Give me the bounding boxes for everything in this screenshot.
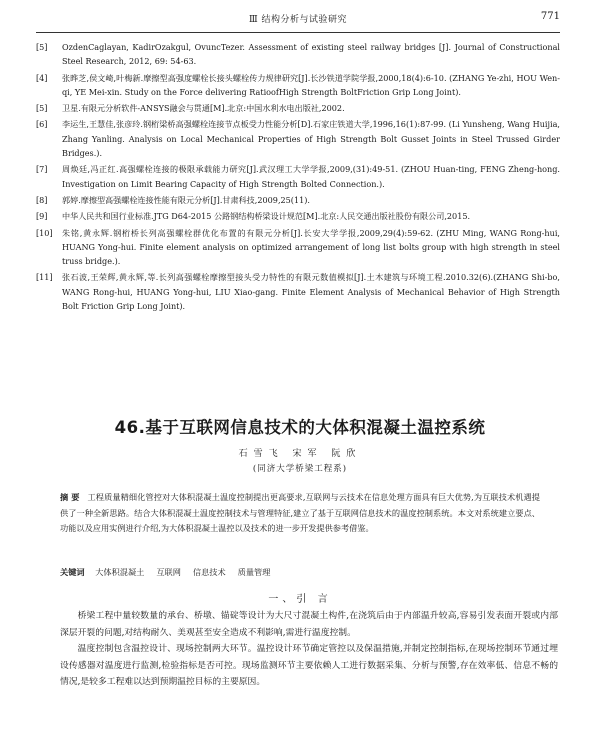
abstract-text: 工程质量精细化管控对大体积混凝土温度控制提出更高要求,互联网与云技术在信息处理方面具有巨大优势,为互联技术机遇提供了一种全新思路。结合大体积混凝土温度控制技术与管理特征,建立了基于互联网信息技术的温度控制系统。本文对系统建立要点、功能以及应用实例进行介绍,为大体积混凝土温控以及技术的进一步开发提供参考借鉴。 xyxy=(60,492,540,533)
reference-text: 李运生,王慧佳,张彦玲.钢桁梁桥高强螺栓连接节点板受力性能分析[D].石家庄铁道大学,1996,16(1):87-99. (Li Yunsheng, Wang Huijia, Zhang Yanling. Analysis on Local Mechanical Properties of High Strength Bolt Gusset Joints in Steel Trussed Girder Bridges.). xyxy=(62,119,560,159)
abstract xyxy=(60,490,540,537)
reference-item xyxy=(36,270,560,313)
keywords-label: 关键词 xyxy=(60,567,85,577)
article-affiliation: (同济大学桥梁工程系) xyxy=(252,464,348,474)
article-title: 46.基于互联网信息技术的大体积混凝土温控系统 xyxy=(114,418,486,437)
body-paragraph: 桥梁工程中量较数量的承台、桥墩、锚碇等设计为大尺寸混凝土构件,在浇筑后由于内部温升较高,容易引发表面开裂或内部深层开裂的问题,对结构耐久、美观甚至安全造成不利影响,需进行温度控制。 xyxy=(60,611,558,638)
reference-number: [5] xyxy=(36,42,48,52)
reference-item xyxy=(36,226,560,269)
reference-item xyxy=(36,40,560,69)
page-number: 771 xyxy=(540,11,560,22)
reference-text: 周焕廷,冯正红.高强螺栓连接的极限承载能力研究[J].武汉理工大学学报,2009,(31):49-51. (ZHOU Huan-ting, FENG Zheng-hong. Investigation on Limit Bearing Capacity of High Strength Bolted Connection.). xyxy=(62,164,560,189)
reference-item xyxy=(36,162,560,191)
reference-number: [9] xyxy=(36,211,48,222)
keyword: 大体积混凝土 xyxy=(95,567,145,577)
body-text xyxy=(60,608,558,691)
reference-number: [6] xyxy=(36,119,48,130)
reference-item xyxy=(36,101,560,115)
article-authors: 石雪飞 宋军 阮欣 xyxy=(238,449,362,459)
keyword: 质量管理 xyxy=(237,567,271,577)
reference-item xyxy=(36,209,560,223)
reference-text: 张晔芝,侯文崎,叶梅新.摩擦型高强度螺栓长接头螺栓传力规律研究[J].长沙铁道学院学报,2000,18(4):6-10. (ZHANG Ye-zhi, HOU Wen-qi, YE Mei-xin. Study on the Force delivering RatioofHigh Strength BoltFriction Grip Long Joint). xyxy=(62,72,560,97)
reference-text: 张石波,王荣辉,黄永辉,等.长列高强螺栓摩擦型接头受力特性的有限元数值模拟[J].土木建筑与环境工程.2010.32(6).(ZHANG Shi-bo, WANG Rong-hui, HUANG Yong-hui, LIU Xiao-gang. Finite Element Analysis of Mechanical Behavior of High Strength Bolt Friction Grip Long Joint). xyxy=(62,272,560,312)
body-paragraph: 温度控制包含温控设计、现场控制两大环节。温控设计环节确定管控以及保温措施,并制定控制指标,在现场控制环节通过埋设传感器对温度进行监测,检验指标是否可控。现场监测环节主要依赖人工进行数据采集、分析与预警,存在效率低、信息不畅的情况,是较多工程难以达到预期温控目标的主要原因。 xyxy=(60,644,558,687)
reference-text: 朱铭,黄永辉.钢桁桥长列高强螺栓群优化布置的有限元分析[J].长安大学学报,2009,29(4):59-62. (ZHU Ming, WANG Rong-hui, HUANG Yong-hui. Finite element analysis on optimized arrangement of long list bolts group with high strength in steel truss bridge.). xyxy=(62,227,560,267)
keywords xyxy=(60,567,540,578)
reference-number: [8] xyxy=(36,194,48,205)
reference-item xyxy=(36,193,560,207)
reference-list xyxy=(36,40,560,315)
reference-text: 中华人民共和国行业标准.JTG D64-2015 公路钢结构桥梁设计规范[M].北京:人民交通出版社股份有限公司,2015. xyxy=(62,211,471,222)
reference-number: [7] xyxy=(36,164,48,175)
keyword: 互联网 xyxy=(156,567,181,577)
abstract-label: 摘 要 xyxy=(60,492,80,502)
reference-item xyxy=(36,117,560,160)
reference-number: [10] xyxy=(36,227,53,238)
keyword: 信息技术 xyxy=(192,567,226,577)
reference-number: [5] xyxy=(36,103,48,114)
reference-text: OzdenCaglayan, KadirOzakgul, OvuncTezer. Assessment of existing steel railway bridges [J]. Journal of Constructional Steel Research, 2012, 69: 54-63. xyxy=(62,42,560,67)
reference-number: [11] xyxy=(36,272,53,283)
section-heading: 一、引 言 xyxy=(268,594,332,605)
reference-number: [4] xyxy=(36,72,48,83)
reference-item xyxy=(36,71,560,100)
running-header xyxy=(36,10,560,33)
reference-text: 卫星.有限元分析软件-ANSYS融会与贯通[M].北京:中国水利水电出版社,2002. xyxy=(62,103,345,114)
reference-text: 郭婷.摩擦型高强螺栓连接性能有限元分析[J].甘肃科技,2009,25(11). xyxy=(62,194,310,205)
running-title: Ⅲ 结构分析与试验研究 xyxy=(248,15,348,25)
